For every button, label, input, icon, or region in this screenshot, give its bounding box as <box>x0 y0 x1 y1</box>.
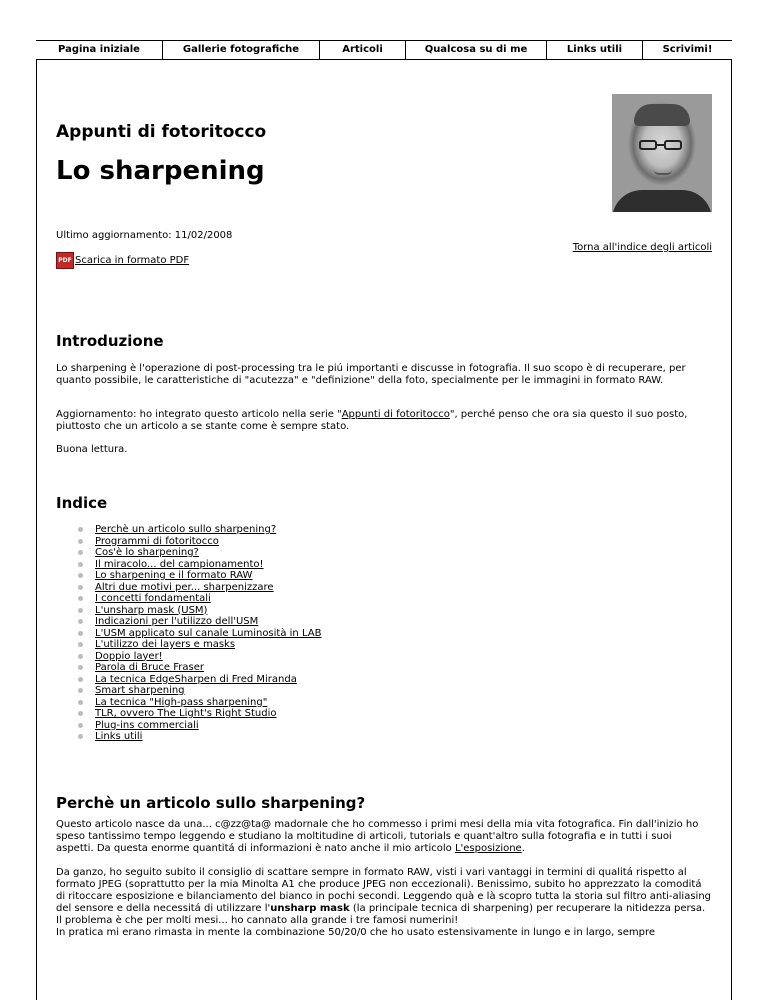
intro-paragraph: Lo sharpening è l'operazione di post-processing tra le piú importanti e discusse in fotografia. Il suo scopo è di recuperare, per quanto possibile, le caratteristiche di "acutezza" e "definizione" della foto, specialmente per le immagini in formato RAW. <box>56 363 686 386</box>
nav-articles[interactable]: Articoli <box>320 41 406 59</box>
last-updated: Ultimo aggiornamento: 11/02/2008 <box>56 230 233 241</box>
nav-contact[interactable]: Scrivimi! <box>662 44 713 55</box>
toc-item: Links utili <box>78 731 321 743</box>
toc-item: Smart sharpening <box>78 685 321 697</box>
intro-closing: Buona lettura. <box>56 444 128 455</box>
pdf-download <box>56 252 189 269</box>
toc-item: Parola di Bruce Fraser <box>78 662 321 674</box>
toc-item: Indicazioni per l'utilizzo dell'USM <box>78 616 321 628</box>
article-title: Lo sharpening <box>56 156 265 186</box>
why-paragraph-2: Da ganzo, ho seguito subito il consiglio di scattare sempre in formato RAW, visti i vari vantaggi in termini di qualitá rispetto al formato JPEG (soprattutto per la mia Minolta A1 che produce JPEG non eccezionali). Benissimo, subito ho apprezzato la comoditá di ritoccare esposizione e bilanciamento del bianco in pochi secondi. Leggendo quà e là scopro tutta la storia sul filtro anti-aliasing del sensore e della necessitá di utilizzare l'unsharp mask (la principale tecnica di sharpening) per recuperare la nitidezza persa. Il problema è che per molti mesi... ho cannato alla grande i tre famosi numerini! In pratica mi erano rimasta in mente la combinazione 50/20/0 che ho usato estensivamente in lungo e in largo, sempre <box>56 867 711 938</box>
index-heading: Indice <box>56 494 108 512</box>
pdf-icon[interactable]: PDF <box>56 252 74 269</box>
toc-item: La tecnica EdgeSharpen di Fred Miranda <box>78 674 321 686</box>
pdf-download-link[interactable]: Scarica in formato PDF <box>75 255 190 266</box>
toc-item: L'USM applicato sul canale Luminosità in LAB <box>78 628 321 640</box>
exposure-article-link[interactable]: L'esposizione <box>454 843 522 854</box>
toc-item: Programmi di fotoritocco <box>78 536 321 548</box>
intro-update-paragraph: Aggiornamento: ho integrato questo articolo nella serie "Appunti di fotoritocco", perché penso che ora sia questo il suo posto, piuttosto che un articolo a se stante come è sempre stato. <box>56 409 688 432</box>
toc-item: Lo sharpening e il formato RAW <box>78 570 321 582</box>
author-photo <box>612 94 712 212</box>
intro-heading: Introduzione <box>56 332 164 350</box>
series-title: Appunti di fotoritocco <box>56 122 267 142</box>
top-navigation <box>36 40 732 60</box>
toc-item: Perchè un articolo sullo sharpening? <box>78 524 321 536</box>
toc-item: Cos'è lo sharpening? <box>78 547 321 559</box>
toc-item: TLR, ovvero The Light's Right Studio <box>78 708 321 720</box>
toc-item: La tecnica "High-pass sharpening" <box>78 697 321 709</box>
toc-item: L'unsharp mask (USM) <box>78 605 321 617</box>
why-paragraph-1: Questo articolo nasce da una... c@zz@ta@ madornale che ho commesso i primi mesi della mia vita fotografica. Fin dall'inizio ho speso tantissimo tempo leggendo e studiano la moltitudine di articoli, tutorials e quant'altro sulla fotografia e in tutti i suoi aspetti. Da questa enorme quantitá di informazioni è nato anche il mio articolo L'esposizione. <box>56 819 699 854</box>
nav-about[interactable]: Qualcosa su di me <box>406 41 547 59</box>
nav-links[interactable]: Links utili <box>547 41 643 59</box>
nav-galleries[interactable]: Gallerie fotografiche <box>163 41 320 59</box>
toc-item: Plug-ins commerciali <box>78 720 321 732</box>
toc-item: L'utilizzo dei layers e masks <box>78 639 321 651</box>
toc-item: Doppio layer! <box>78 651 321 663</box>
toc-item: Il miracolo... del campionamento! <box>78 559 321 571</box>
series-link[interactable]: Appunti di fotoritocco <box>341 409 450 420</box>
toc-item: I concetti fondamentali <box>78 593 321 605</box>
toc-item: Altri due motivi per... sharpenizzare <box>78 582 321 594</box>
table-of-contents <box>56 524 321 743</box>
back-to-index-link[interactable]: Torna all'indice degli articoli <box>572 242 712 253</box>
nav-home[interactable]: Pagina iniziale <box>36 41 163 59</box>
why-heading: Perchè un articolo sullo sharpening? <box>56 794 366 812</box>
